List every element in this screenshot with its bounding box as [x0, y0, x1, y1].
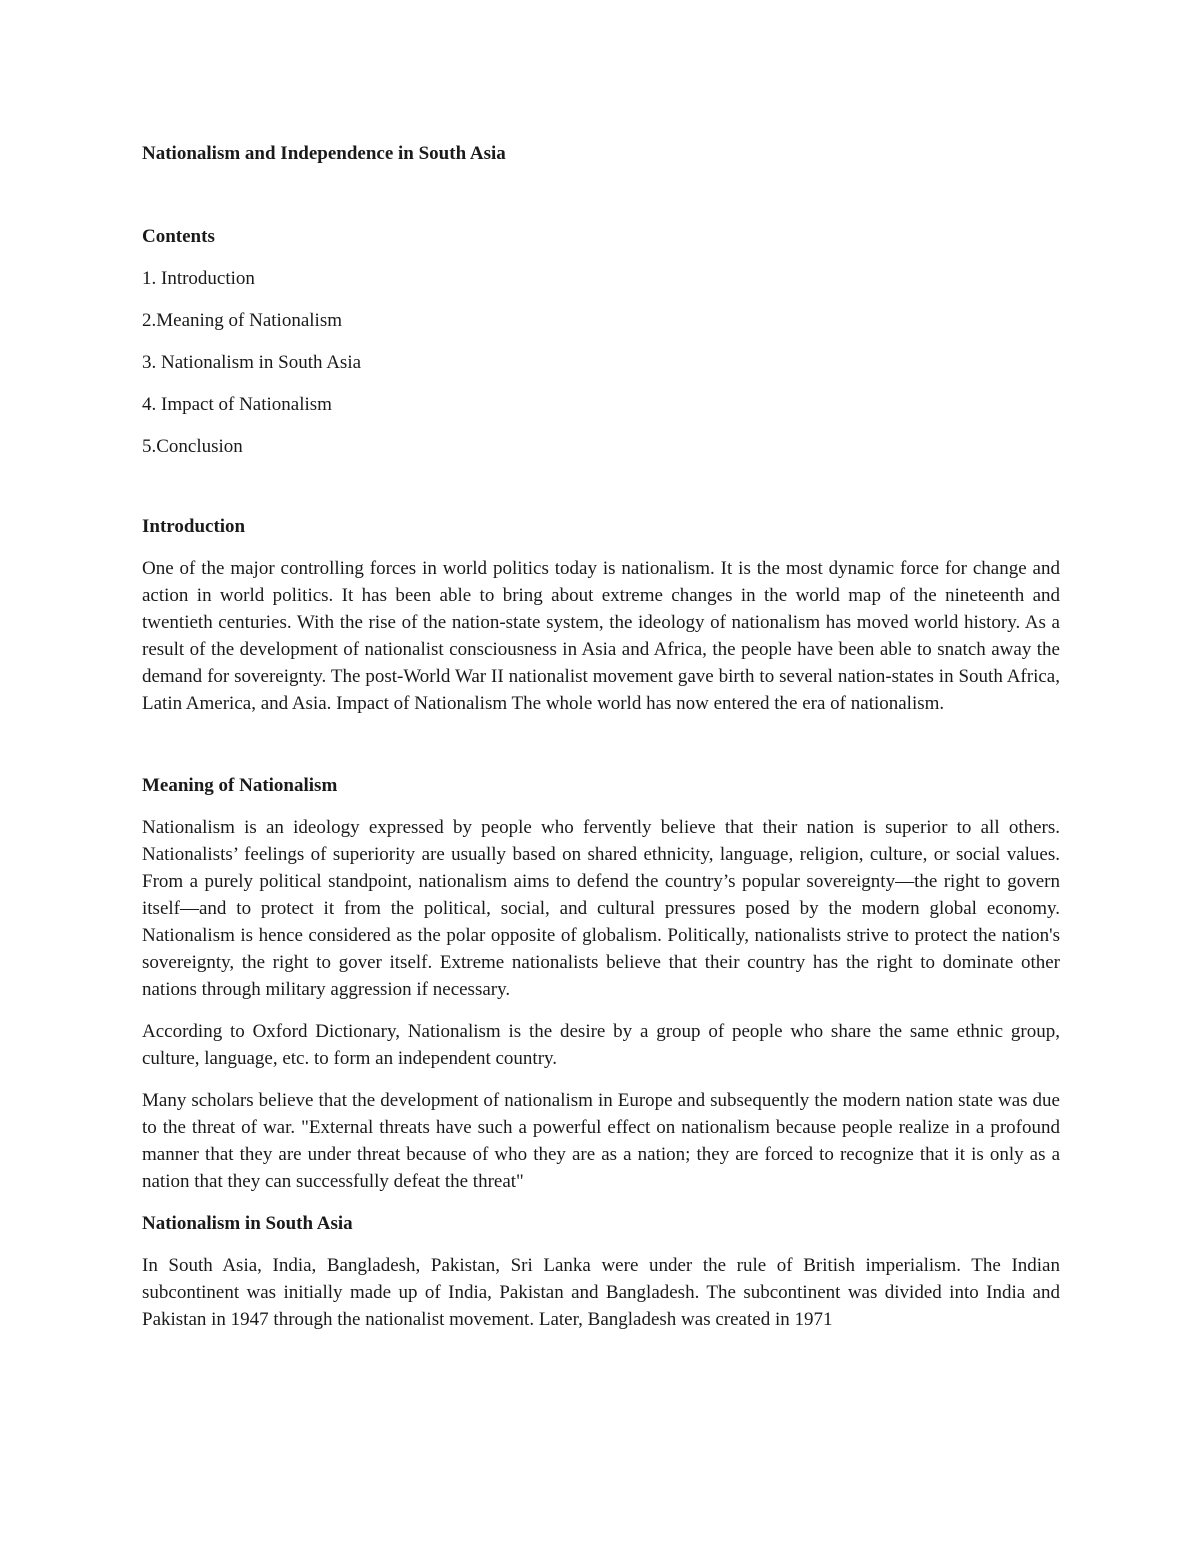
toc-item: 4. Impact of Nationalism — [142, 394, 332, 415]
introduction-heading: Introduction — [142, 516, 246, 537]
meaning-paragraph: Many scholars believe that the development of nationalism in Europe and subsequently the modern nation state was due to the threat of war. "External threats have such a powerful effect on nationalism because people realize in a profound manner that they are under threat because of who they are as a nation; they are forced to recognize that it is only as a nation that they can successfully defeat the threat" — [142, 1090, 1060, 1192]
document-title: Nationalism and Independence in South Asia — [142, 143, 506, 164]
south-asia-heading: Nationalism in South Asia — [142, 1213, 353, 1234]
meaning-paragraph: According to Oxford Dictionary, Nationalism is the desire by a group of people who share the same ethnic group, culture, language, etc. to form an independent country. — [142, 1021, 1060, 1069]
toc-item: 3. Nationalism in South Asia — [142, 352, 362, 373]
toc-item: 2.Meaning of Nationalism — [142, 310, 342, 331]
section-spacer — [142, 732, 1060, 772]
contents-heading: Contents — [142, 226, 215, 247]
toc-item: 1. Introduction — [142, 268, 255, 289]
document-page — [142, 140, 1060, 1348]
south-asia-paragraph: In South Asia, India, Bangladesh, Pakistan, Sri Lanka were under the rule of British imperialism. The Indian subcontinent was initially made up of India, Pakistan and Bangladesh. The subcontinent was divided into India and Pakistan in 1947 through the nationalist movement. Later, Bangladesh was created in 1971 — [142, 1255, 1060, 1330]
introduction-paragraph: One of the major controlling forces in world politics today is nationalism. It is the most dynamic force for change and action in world politics. It has been able to bring about extreme changes in the world map of the nineteenth and twentieth centuries. With the rise of the nation-state system, the ideology of nationalism has moved world history. As a result of the development of nationalist consciousness in Asia and Africa, the people have been able to snatch away the demand for sovereignty. The post-World War II nationalist movement gave birth to several nation-states in South Africa, Latin America, and Asia. Impact of Nationalism The whole world has now entered the era of nationalism. — [142, 558, 1060, 714]
table-of-contents — [142, 265, 1060, 460]
toc-item: 5.Conclusion — [142, 436, 243, 457]
meaning-heading: Meaning of Nationalism — [142, 775, 338, 796]
meaning-paragraph: Nationalism is an ideology expressed by people who fervently believe that their nation is superior to all others. Nationalists’ feelings of superiority are usually based on shared ethnicity, language, religion, culture, or social values. From a purely political standpoint, nationalism aims to defend the country’s popular sovereignty—the right to govern itself—and to protect it from the political, social, and cultural pressures posed by the modern global economy. Nationalism is hence considered as the polar opposite of globalism. Politically, nationalists strive to protect the nation's sovereignty, the right to gover itself. Extreme nationalists believe that their country has the right to dominate other nations through military aggression if necessary. — [142, 817, 1060, 1000]
